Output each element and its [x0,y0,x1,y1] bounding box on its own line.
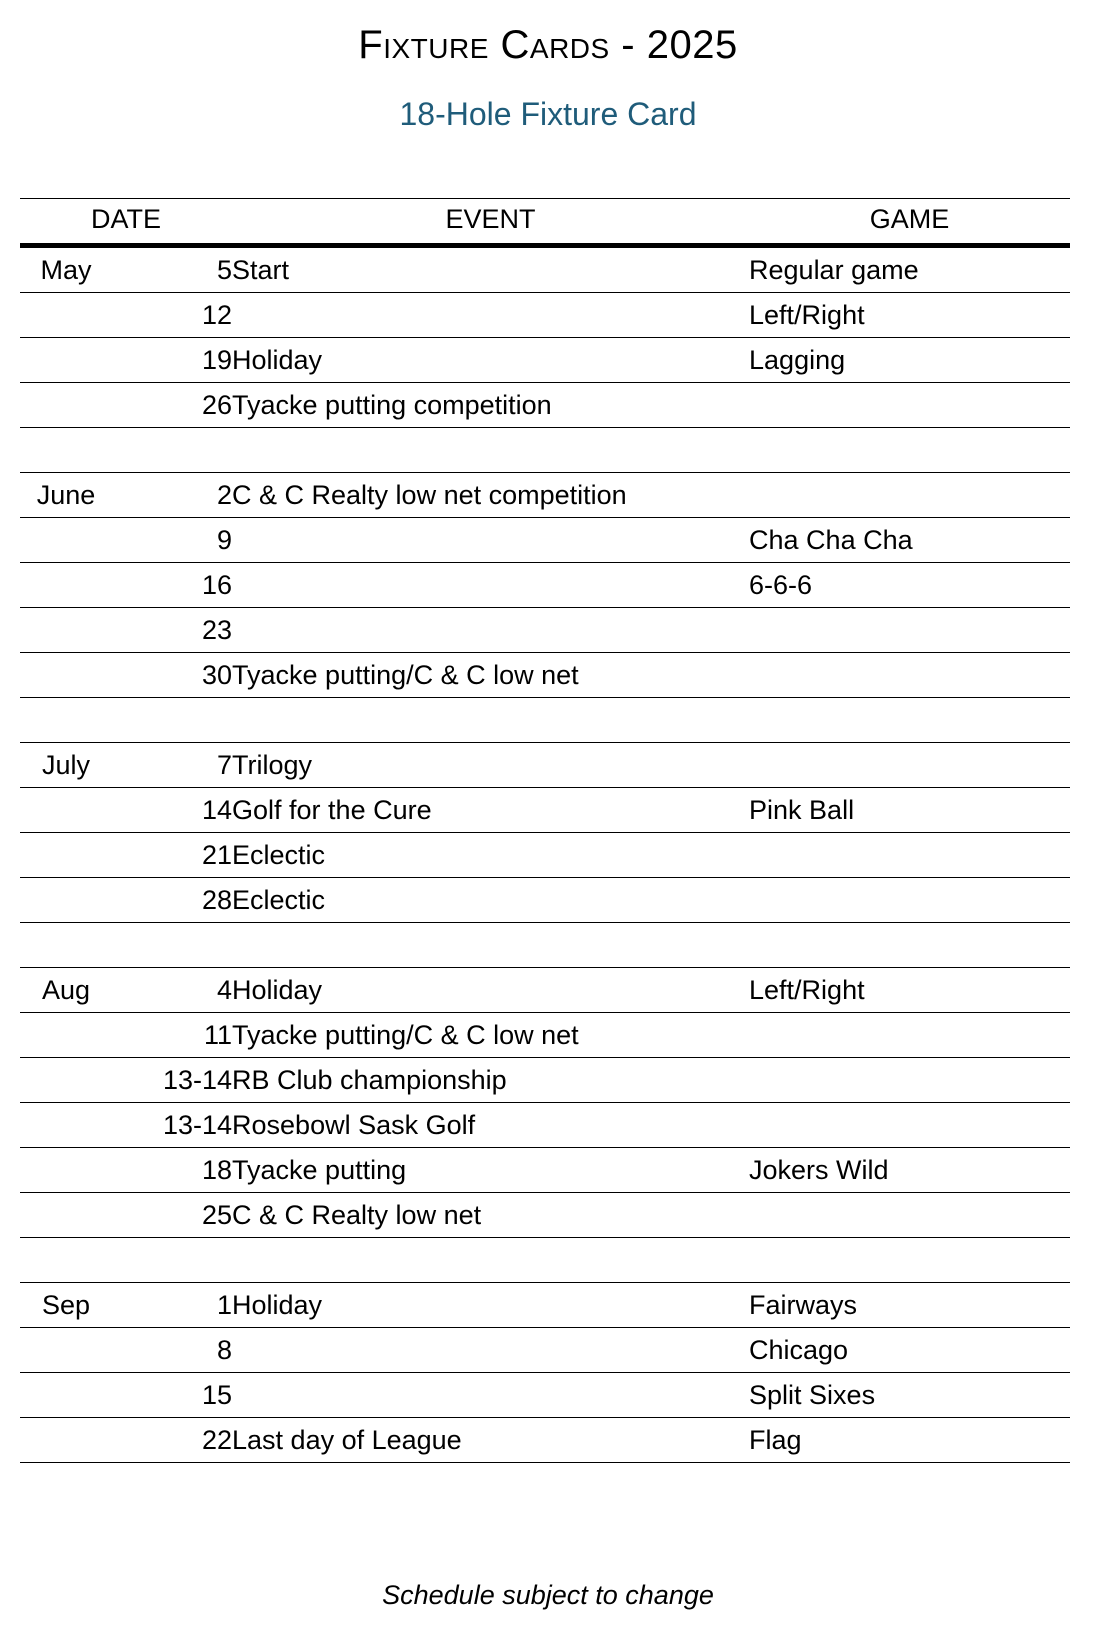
table-row [20,1012,1070,1057]
cell-event: Tyacke putting/C & C low net [232,1012,749,1057]
column-header-date: DATE [20,199,232,246]
cell-event: Eclectic [232,832,749,877]
fixtures-table [20,198,1070,1463]
cell-month: Sep [20,1282,112,1327]
cell-game [749,382,1070,427]
cell-month [20,1147,112,1192]
cell-game: Left/Right [749,967,1070,1012]
table-spacer-cell [20,427,1070,472]
table-body [20,245,1070,1462]
page-title: Fixture Cards - 2025 [358,23,738,67]
cell-day: 9 [112,517,232,562]
cell-game: Jokers Wild [749,1147,1070,1192]
cell-day: 4 [112,967,232,1012]
cell-game [749,652,1070,697]
cell-day: 22 [112,1417,232,1462]
cell-game [749,1057,1070,1102]
table-row [20,832,1070,877]
cell-event: Eclectic [232,877,749,922]
cell-game: 6-6-6 [749,562,1070,607]
cell-day: 2 [112,472,232,517]
cell-month [20,1372,112,1417]
cell-event: RB Club championship [232,1057,749,1102]
table-header-row [20,199,1070,246]
cell-event [232,1327,749,1372]
cell-event: Golf for the Cure [232,787,749,832]
table-row [20,1147,1070,1192]
cell-day: 7 [112,742,232,787]
cell-day: 28 [112,877,232,922]
table-spacer-row [20,922,1070,967]
cell-event: Rosebowl Sask Golf [232,1102,749,1147]
table-row [20,607,1070,652]
table-spacer-cell [20,697,1070,742]
cell-event: Start [232,245,749,292]
table-row [20,1327,1070,1372]
footer-note: Schedule subject to change [382,1580,714,1610]
table-row [20,337,1070,382]
fixtures-table-container [20,198,1070,1463]
cell-day: 18 [112,1147,232,1192]
cell-day: 30 [112,652,232,697]
table-row [20,1192,1070,1237]
cell-month [20,1192,112,1237]
table-spacer-row [20,1237,1070,1282]
cell-game: Pink Ball [749,787,1070,832]
cell-day: 16 [112,562,232,607]
table-row [20,472,1070,517]
cell-month [20,292,112,337]
table-spacer-row [20,697,1070,742]
table-spacer-cell [20,1237,1070,1282]
cell-month [20,1327,112,1372]
cell-month [20,832,112,877]
table-row [20,652,1070,697]
cell-month: Aug [20,967,112,1012]
cell-event: Last day of League [232,1417,749,1462]
cell-month [20,1102,112,1147]
cell-event: Holiday [232,1282,749,1327]
cell-day: 11 [112,1012,232,1057]
page-subtitle: 18-Hole Fixture Card [399,96,697,132]
cell-event: Tyacke putting/C & C low net [232,652,749,697]
cell-event [232,607,749,652]
table-header [20,199,1070,246]
cell-event [232,562,749,607]
cell-game [749,1192,1070,1237]
table-row [20,1372,1070,1417]
cell-game: Flag [749,1417,1070,1462]
cell-day: 21 [112,832,232,877]
cell-month [20,607,112,652]
cell-event: Tyacke putting [232,1147,749,1192]
cell-month [20,562,112,607]
cell-event: C & C Realty low net competition [232,472,749,517]
cell-day: 12 [112,292,232,337]
table-row [20,245,1070,292]
cell-day: 15 [112,1372,232,1417]
title-block [0,0,1096,133]
cell-event: Holiday [232,967,749,1012]
cell-month: June [20,472,112,517]
cell-day: 13-14 [112,1102,232,1147]
column-header-game: GAME [749,199,1070,246]
cell-month [20,652,112,697]
cell-game [749,1012,1070,1057]
cell-game: Split Sixes [749,1372,1070,1417]
table-row [20,742,1070,787]
cell-game [749,742,1070,787]
cell-month [20,382,112,427]
table-row [20,292,1070,337]
cell-game: Lagging [749,337,1070,382]
table-row [20,1417,1070,1462]
cell-event: Tyacke putting competition [232,382,749,427]
cell-month [20,787,112,832]
table-spacer-cell [20,922,1070,967]
table-spacer-row [20,427,1070,472]
table-row [20,382,1070,427]
cell-event: Holiday [232,337,749,382]
cell-game [749,832,1070,877]
cell-day: 5 [112,245,232,292]
cell-game: Cha Cha Cha [749,517,1070,562]
cell-day: 23 [112,607,232,652]
cell-event [232,292,749,337]
cell-day: 14 [112,787,232,832]
cell-game: Left/Right [749,292,1070,337]
cell-day: 26 [112,382,232,427]
cell-game [749,472,1070,517]
table-row [20,1282,1070,1327]
table-row [20,877,1070,922]
cell-month [20,337,112,382]
cell-day: 1 [112,1282,232,1327]
cell-event [232,1372,749,1417]
cell-game [749,1102,1070,1147]
cell-game: Chicago [749,1327,1070,1372]
cell-month [20,1417,112,1462]
table-row [20,967,1070,1012]
cell-day: 25 [112,1192,232,1237]
cell-day: 8 [112,1327,232,1372]
cell-day: 13-14 [112,1057,232,1102]
table-row [20,787,1070,832]
cell-month [20,877,112,922]
cell-month [20,1057,112,1102]
cell-event: Trilogy [232,742,749,787]
cell-game [749,877,1070,922]
cell-event: C & C Realty low net [232,1192,749,1237]
cell-month: May [20,245,112,292]
cell-month: July [20,742,112,787]
cell-game [749,607,1070,652]
cell-day: 19 [112,337,232,382]
cell-game: Regular game [749,245,1070,292]
cell-event [232,517,749,562]
table-row [20,1102,1070,1147]
table-row [20,1057,1070,1102]
cell-month [20,1012,112,1057]
cell-game: Fairways [749,1282,1070,1327]
column-header-event: EVENT [232,199,749,246]
cell-month [20,517,112,562]
table-row [20,517,1070,562]
table-row [20,562,1070,607]
